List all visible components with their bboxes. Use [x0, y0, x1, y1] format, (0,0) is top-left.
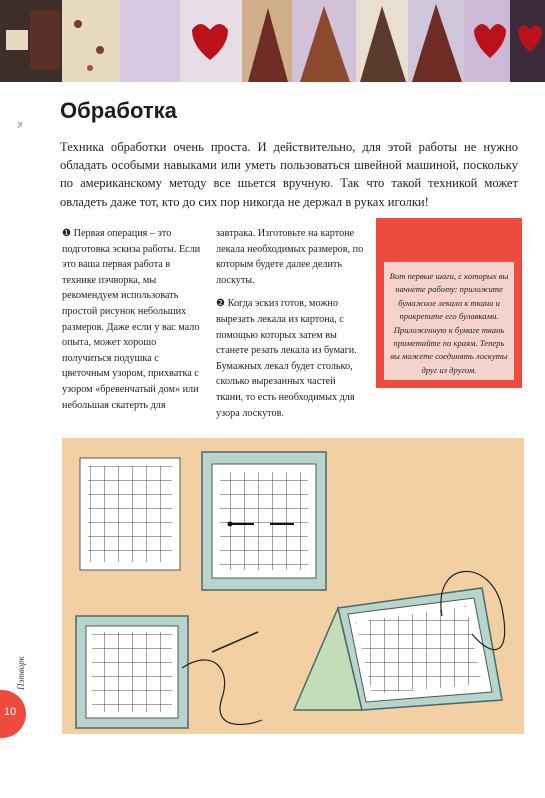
- page-number-tab: [0, 690, 26, 738]
- section-heading: Обработка: [60, 98, 177, 123]
- technique-illustration: [62, 438, 524, 734]
- folded-fabric-piece: [294, 571, 505, 710]
- intro-paragraph: Техника обработки очень проста. И действительно, для этой работы не нужно обладать особыми навыками или уметь пользоваться швейной машиной, поскольку по американскому методу все шьется вручную. Так что такой техникой может овладеть даже тот, кто до сих пор никогда не держал в руках иголки!: [60, 140, 518, 209]
- illustration-art: [62, 438, 524, 734]
- page-number: 10: [4, 706, 17, 718]
- callout-text: Вот первые шаги, с которых вы начнете работу: приложите бумажное лекало к ткани и прикрепите его булавками. Приложенную к бумаге ткань приметайте по краям. Теперь вы можете соединять лоскуты друг из другом.: [389, 271, 509, 375]
- paper-template-1: [80, 458, 180, 570]
- column-2-paragraph-1: завтрака. Изготовьте на картоне лекала необходимых размеров, по которым будете далее делить лоскуты.: [216, 228, 364, 286]
- text-column-1: [62, 226, 202, 421]
- callout-inner-panel: [384, 262, 514, 380]
- step-1-paragraph: ❶ Первая операция – это подготовка эскиза работы. Если это ваша первая работа в технике пэчворка, мы рекомендуем использовать простой рисунок небольших размеров. Даже если у вас мало опыта, может хорошо получиться подушка с цветочным узором, прихватка с узором «бревенчатый дом» или небольшая скатерть для: [62, 228, 201, 411]
- step-2-paragraph: ❷ Когда эскиз готов, можно вырезать лекала из картона, с помощью которых затем вы станете резать лекала из бумаги. Бумажных лекал будет столько, сколько вырезанных частей ткани, то есть необходимых для узора лоскутов.: [216, 298, 357, 419]
- callout-box: [376, 218, 522, 388]
- fabric-with-paper-2: [202, 452, 326, 590]
- margin-mark: [16, 120, 26, 134]
- section-side-label: Пэтворк: [16, 656, 26, 690]
- fabric-with-paper-3: [76, 616, 262, 728]
- patchwork-banner: [0, 0, 545, 82]
- text-column-2: [216, 226, 364, 429]
- patchwork-banner-art: [0, 0, 545, 82]
